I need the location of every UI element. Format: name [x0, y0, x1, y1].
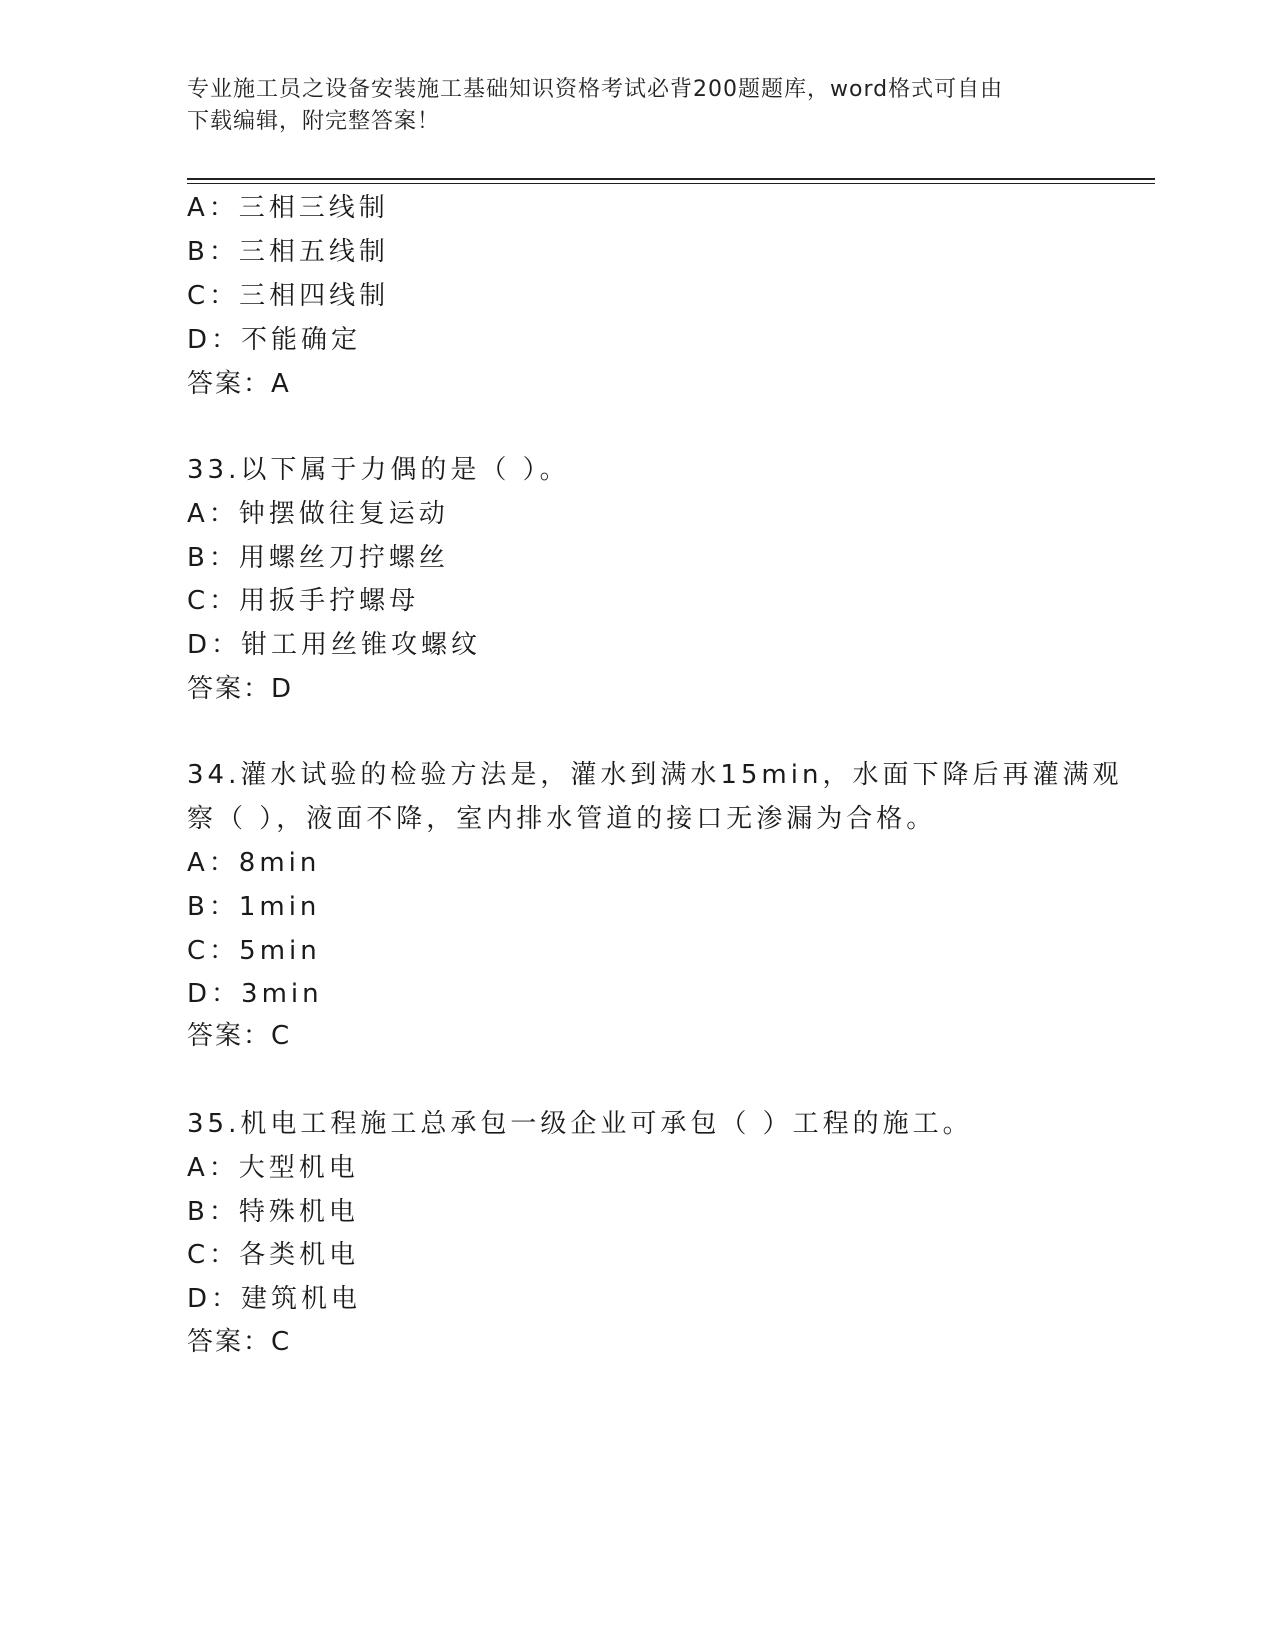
q35-option-a: A：大型机电 [187, 1153, 359, 1183]
header-line-1: 专业施工员之设备安装施工基础知识资格考试必背200题题库，word格式可自由 [187, 77, 1004, 102]
header-rule [187, 178, 1155, 180]
header-line-2: 下载编辑，附完整答案！ [187, 109, 441, 134]
q34-option-b: B：1min [187, 892, 321, 922]
q33-option-c: C：用扳手拧螺母 [187, 586, 420, 616]
q32-answer: 答案：A [187, 369, 291, 399]
q34-stem-line-1: 34.灌水试验的检验方法是，灌水到满水15min，水面下降后再灌满观 [187, 760, 1123, 790]
q35-option-d: D：建筑机电 [187, 1284, 362, 1314]
q34-option-d: D：3min [187, 979, 323, 1009]
q34-option-c: C：5min [187, 936, 321, 966]
q32-option-c: C：三相四线制 [187, 281, 390, 311]
q34-answer: 答案：C [187, 1021, 292, 1051]
q32-option-d: D：不能确定 [187, 325, 362, 355]
q33-option-d: D：钳工用丝锥攻螺纹 [187, 630, 482, 660]
document-header [187, 74, 1087, 138]
q32-option-a: A：三相三线制 [187, 193, 389, 223]
q33-answer: 答案：D [187, 674, 294, 704]
q33-stem: 33.以下属于力偶的是（ ）。 [187, 455, 570, 485]
q32-option-b: B：三相五线制 [187, 237, 389, 267]
q33-option-a: A：钟摆做往复运动 [187, 499, 449, 529]
header-rule-thin [187, 183, 1155, 184]
q35-option-b: B：特殊机电 [187, 1197, 359, 1227]
q33-option-b: B：用螺丝刀拧螺丝 [187, 543, 449, 573]
q35-answer: 答案：C [187, 1327, 292, 1357]
q35-option-c: C：各类机电 [187, 1240, 360, 1270]
q34-option-a: A：8min [187, 848, 321, 878]
q35-stem: 35.机电工程施工总承包一级企业可承包（ ）工程的施工。 [187, 1109, 973, 1139]
q34-stem-line-2: 察（ ），液面不降，室内排水管道的接口无渗漏为合格。 [187, 804, 937, 834]
